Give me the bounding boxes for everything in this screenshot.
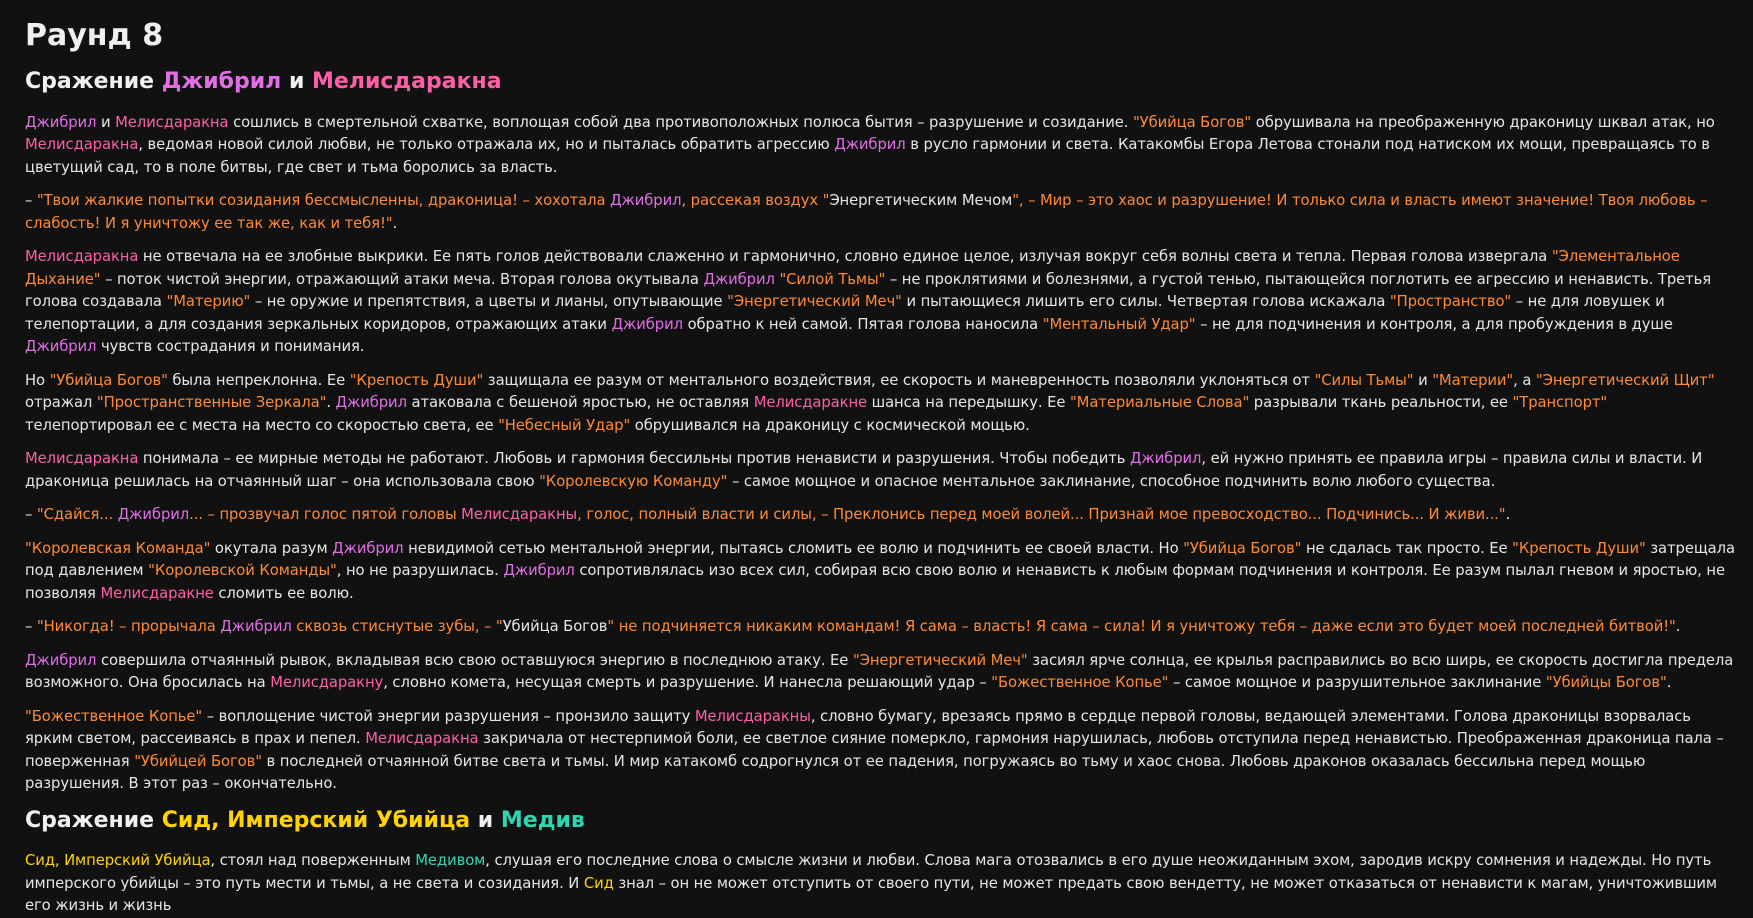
text-segment: , словно бумагу, врезаясь прямо в сердце первой головы, ведающей элементами. Голова драконицы взорвалась ярким светом, рассеиваясь в прах и пепел. bbox=[25, 707, 1691, 747]
battle1-body bbox=[25, 112, 1737, 796]
text-segment: , слушая его последние слова о смысле жизни и любви. Слова мага отозвались в его душе неожиданным эхом, зародив искру сомнения и надежды. Но путь имперского убийцы – это путь мести и тьмы, а не света и созидания. И bbox=[25, 852, 1712, 892]
text-segment: – не проклятиями и болезнями, а густой тенью, пытающейся поглотить ее агрессию и ненависть. Третья голова создавала bbox=[25, 270, 1712, 310]
text-segment: Сид bbox=[583, 874, 614, 892]
text-segment: "Никогда! – прорычала bbox=[36, 618, 221, 635]
text-segment: , стоял над поверженным bbox=[210, 852, 416, 869]
fighter-dzhibril: Джибрил bbox=[161, 69, 282, 94]
text-segment: . bbox=[1666, 674, 1672, 691]
text-segment: – bbox=[25, 618, 37, 635]
text-segment: "Убийца Богов" bbox=[1183, 539, 1302, 557]
story-paragraph bbox=[25, 370, 1737, 438]
text-segment: обратно к ней самой. Пятая голова наносила bbox=[682, 315, 1043, 333]
battle2-heading bbox=[25, 807, 1737, 835]
text-segment: и bbox=[1413, 371, 1433, 389]
heading-and: и bbox=[281, 69, 313, 94]
text-segment: , словно комета, несущая смерть и разрушение. И нанесла решающий удар – bbox=[383, 674, 992, 691]
text-segment: Мелисдаракне bbox=[753, 394, 868, 411]
text-segment: Медивом bbox=[415, 852, 486, 869]
text-segment: . bbox=[1675, 618, 1681, 635]
fighter-mediv: Медив bbox=[500, 807, 585, 833]
text-segment: "Убийцей Богов" bbox=[134, 752, 262, 770]
text-segment: Джибрил bbox=[335, 394, 407, 411]
story-paragraph bbox=[25, 448, 1737, 493]
text-segment: не сдалась так просто. Ее bbox=[1301, 539, 1513, 557]
text-segment: отражал bbox=[25, 394, 97, 411]
heading-prefix: Сражение bbox=[25, 807, 162, 833]
text-segment: Джибрил bbox=[611, 315, 683, 333]
text-segment: "Материи" bbox=[1432, 371, 1514, 389]
text-segment: закричала от нестерпимой боли, ее светлое сияние померкло, гармония нарушилась, любовь отступила перед ненавистью. Преображенная драконица пала – поверженная bbox=[25, 730, 1724, 770]
text-segment: . bbox=[326, 394, 336, 411]
text-segment: "Твои жалкие попытки созидания бессмысленны, драконица! – хохотала bbox=[36, 192, 611, 209]
text-segment: "Убийца Богов" bbox=[1132, 113, 1252, 131]
text-segment: , ведомая новой силой любви, не только отражала их, но и пыталась обратить агрессию bbox=[138, 136, 835, 153]
text-segment: обрушивала на преображенную драконицу шквал атак, но bbox=[1251, 113, 1715, 131]
text-segment: " не подчиняется никаким командам! Я сама – власть! Я сама – сила! И я уничтожу тебя – даже если это будет моей последней битвой!" bbox=[607, 618, 1676, 635]
text-segment: "Пространство" bbox=[1389, 293, 1512, 310]
text-segment: "Энергетический Меч" bbox=[727, 293, 902, 310]
text-segment: "Божественное Копье" bbox=[991, 674, 1169, 691]
story-paragraph bbox=[25, 538, 1737, 606]
text-segment: "Энергетический Щит" bbox=[1535, 371, 1715, 389]
text-segment: ", – Мир – это хаос и разрушение! И только сила и власть имеют значение! Твоя любовь – слабость! И я уничтожу ее так же, как и тебя!" bbox=[25, 192, 1708, 232]
text-segment: Джибрил bbox=[332, 539, 404, 557]
text-segment: "Силы Тьмы" bbox=[1314, 371, 1414, 389]
text-segment: – самое мощное и разрушительное заклинание bbox=[1168, 674, 1546, 691]
text-segment: Джибрил bbox=[25, 338, 97, 355]
text-segment: совершила отчаянный рывок, вкладывая всю свою оставшуюся энергию в последнюю атаку. Ее bbox=[96, 651, 853, 669]
text-segment: "Небесный Удар" bbox=[498, 416, 631, 434]
text-segment: Джибрил bbox=[117, 506, 190, 523]
text-segment: сошлись в смертельной схватке, воплощая собой два противоположных полюса бытия – разрушение и созидание. bbox=[228, 113, 1133, 131]
text-segment: в русло гармонии и света. Катакомбы Егора Летова стонали под натиском их мощи, превращаясь то в цветущий сад, то в поле битвы, где свет и тьма боролись за власть. bbox=[25, 136, 1710, 176]
text-segment: "Пространственные Зеркала" bbox=[96, 394, 327, 411]
text-segment: засиял ярче солнца, ее крылья расправились во всю ширь, ее скорость достигла предела возможного. Она бросилась на bbox=[25, 651, 1734, 691]
fighter-sid: Сид, Имперский Убийца bbox=[161, 807, 471, 833]
text-segment: , голос, полный власти и силы, – Преклонись перед моей волей... Признай мое превосходство... Подчинись... И живи..." bbox=[577, 506, 1506, 523]
text-segment: "Энергетический Меч" bbox=[852, 651, 1028, 669]
story-paragraph bbox=[25, 246, 1737, 359]
text-segment: "Крепость Души" bbox=[1512, 539, 1646, 557]
text-segment: окутала разум bbox=[210, 539, 333, 557]
text-segment: "Элементальное Дыхание" bbox=[25, 248, 1680, 288]
text-segment: – bbox=[25, 192, 37, 209]
text-segment: Джибрил bbox=[703, 270, 775, 288]
text-segment: . bbox=[1505, 506, 1511, 523]
text-segment: Мелисдаракна bbox=[25, 136, 139, 153]
text-segment: и пытающиеся лишить его силы. Четвертая голова искажала bbox=[901, 293, 1390, 310]
text-segment: , а bbox=[1513, 371, 1536, 389]
text-segment: шанса на передышку. Ее bbox=[867, 394, 1070, 411]
text-segment: – bbox=[25, 506, 37, 523]
text-segment: . bbox=[392, 214, 398, 232]
text-segment: в последней отчаянной битве света и тьмы. И мир катакомб содрогнулся от ее падения, погружаясь во тьму и хаос снова. Любовь драконов оказалась бессильна перед мощью разрушения. В этот раз – окончательно. bbox=[25, 752, 1646, 792]
text-segment: Убийца Богов bbox=[502, 618, 608, 635]
text-segment: телепортировал ее с места на место со скоростью света, ее bbox=[25, 416, 499, 434]
text-segment: понимала – ее мирные методы не работают. Любовь и гармония бессильны против ненависти и разрушения. Чтобы победить bbox=[138, 450, 1130, 467]
text-segment: знал – он не может отступить от своего пути, не может предать свою вендетту, не может отказаться от ненависти к магам, уничтожившим его жизнь и жизнь bbox=[25, 874, 1717, 914]
text-segment: "Королевская Команда" bbox=[25, 539, 211, 557]
story-paragraph bbox=[25, 112, 1737, 180]
text-segment: Джибрил bbox=[25, 113, 97, 131]
text-segment: затрещала под давлением bbox=[25, 539, 1735, 579]
text-segment: "Убийцы Богов" bbox=[1545, 674, 1667, 691]
text-segment: "Ментальный Удар" bbox=[1042, 315, 1196, 333]
text-segment: "Транспорт" bbox=[1512, 394, 1608, 411]
text-segment: ... – прозвучал голос пятой головы bbox=[189, 506, 462, 523]
text-segment: не отвечала на ее злобные выкрики. Ее пять голов действовали слаженно и гармонично, словно единое целое, излучая вокруг себя волны света и тепла. Первая голова извергала bbox=[138, 248, 1552, 265]
heading-prefix: Сражение bbox=[25, 69, 162, 94]
text-segment: Мелисдаракна bbox=[115, 113, 229, 131]
text-segment: , ей нужно принять ее правила игры – правила силы и власти. И драконица решилась на отчаянный шаг – она использовала свою bbox=[25, 450, 1703, 490]
text-segment: "Божественное Копье" bbox=[25, 707, 203, 725]
text-segment: – не оружие и препятствия, а цветы и лианы, опутывающие bbox=[250, 293, 728, 310]
battle2-body bbox=[25, 850, 1737, 918]
text-segment: – воплощение чистой энергии разрушения – пронзило защиту bbox=[202, 707, 695, 725]
text-segment: Джибрил bbox=[834, 136, 906, 153]
text-segment: Мелисдаракну bbox=[270, 674, 384, 691]
story-paragraph bbox=[25, 850, 1737, 918]
text-segment: Мелисдаракна bbox=[25, 248, 139, 265]
text-segment: атаковала с бешеной яростью, не оставляя bbox=[406, 394, 754, 411]
text-segment: сквозь стиснутые зубы, – " bbox=[291, 618, 503, 635]
text-segment: "Материальные Слова" bbox=[1069, 394, 1250, 411]
text-segment: – не для подчинения и контроля, а для пробуждения в душе bbox=[1195, 315, 1673, 333]
text-segment: и bbox=[96, 113, 116, 131]
text-segment: Мелисдаракны bbox=[694, 707, 811, 725]
text-segment: "Королевскую Команду" bbox=[539, 472, 728, 490]
text-segment: Джибрил bbox=[25, 651, 97, 669]
text-segment: Мелисдаракне bbox=[100, 584, 214, 602]
text-segment: Сид, Имперский Убийца bbox=[25, 852, 211, 869]
text-segment: была непреклонна. Ее bbox=[167, 371, 350, 389]
text-segment: Джибрил bbox=[1129, 450, 1202, 467]
text-segment: Мелисдаракна bbox=[365, 730, 479, 747]
text-segment: Мелисдаракна bbox=[25, 450, 139, 467]
text-segment: Мелисдаракны bbox=[461, 506, 578, 523]
text-segment: невидимой сетью ментальной энергии, пытаясь сломить ее волю и подчинить ее своей власти. Но bbox=[403, 539, 1184, 557]
story-paragraph bbox=[25, 650, 1737, 695]
text-segment: "Материю" bbox=[166, 293, 251, 310]
text-segment: – самое мощное и опасное ментальное заклинание, способное подчинить волю любого существа. bbox=[727, 472, 1496, 490]
text-segment: Джибрил bbox=[610, 192, 682, 209]
text-segment: Энергетическим Мечом bbox=[829, 192, 1013, 209]
text-segment: разрывали ткань реальности, ее bbox=[1249, 394, 1513, 411]
story-paragraph bbox=[25, 706, 1737, 796]
fighter-melisdarakna: Мелисдаракна bbox=[312, 69, 502, 94]
story-paragraph bbox=[25, 616, 1737, 639]
text-segment: "Крепость Души" bbox=[349, 371, 484, 389]
text-segment: "Сдайся... bbox=[36, 506, 118, 523]
round-title: Раунд 8 bbox=[25, 18, 164, 53]
text-segment: сопротивлялась изо всех сил, собирая всю свою волю и ненависть к любым формам подчинения и контроля. Ее разум пылал гневом и яростью, не позволяя bbox=[25, 562, 1725, 602]
text-segment: "Убийца Богов" bbox=[49, 371, 168, 389]
text-segment: "Королевской Команды" bbox=[148, 562, 337, 579]
text-segment: чувств сострадания и понимания. bbox=[96, 338, 365, 355]
battle1-heading bbox=[25, 68, 1737, 96]
text-segment: Но bbox=[25, 371, 50, 389]
heading-and: и bbox=[470, 807, 501, 833]
text-segment: – поток чистой энергии, отражающий атаки меча. Вторая голова окутывала bbox=[100, 270, 704, 288]
text-segment: , рассекая воздух " bbox=[681, 192, 830, 209]
text-segment: сломить ее волю. bbox=[213, 584, 354, 602]
text-segment: "Силой Тьмы" bbox=[779, 270, 886, 288]
text-segment: защищала ее разум от ментального воздействия, ее скорость и маневренность позволяли уклоняться от bbox=[483, 371, 1315, 389]
text-segment: Джибрил bbox=[220, 618, 292, 635]
text-segment: Джибрил bbox=[503, 562, 575, 579]
text-segment: – не для ловушек и телепортации, а для создания зеркальных коридоров, отражающих атаки bbox=[25, 293, 1665, 333]
text-segment: , но не разрушилась. bbox=[336, 562, 504, 579]
story-paragraph bbox=[25, 190, 1737, 235]
text-segment: обрушивался на драконицу с космической мощью. bbox=[630, 416, 1030, 434]
story-paragraph bbox=[25, 504, 1737, 527]
